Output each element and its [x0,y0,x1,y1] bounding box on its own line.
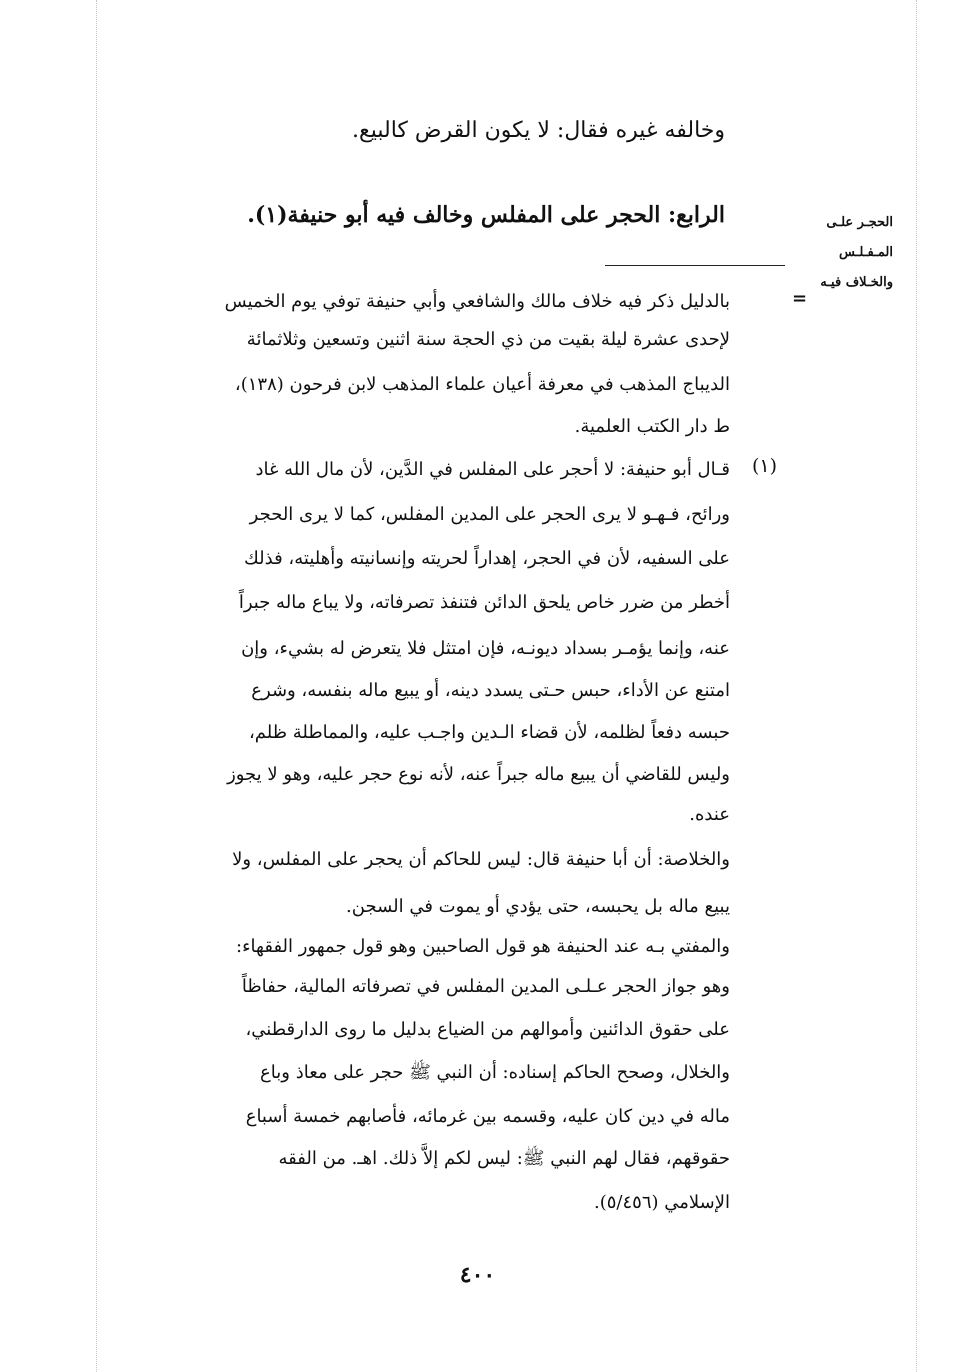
footnote-line: ماله في دين كان عليه، وقسمه بين غرمائه، فأصابهم خمسة أسباع [245,1106,730,1127]
footnote-line: والخلاصة: أن أبا حنيفة قال: ليس للحاكم أن يحجر على المفلس، ولا [232,849,730,870]
footnote-number: (١) [752,455,778,477]
continuation-mark: = [792,288,808,309]
footnote-line: حبسه دفعاً لظلمه، لأن قضاء الـدين واجـب عليه، والمماطلة ظلم، [248,722,730,743]
footnote-line: عنه، وإنما يؤمـر بسداد ديونـه، فإن امتثل فلا يتعرض له بشيء، وإن [241,638,730,659]
footnote-line: ط دار الكتب العلمية. [574,416,730,437]
footnote-line: حقوقهم، فقال لهم النبي ﷺ: ليس لكم إلاَّ ذلك. اهـ. من الفقه [278,1148,730,1169]
section-heading: الرابع: الحجر على المفلس وخالف فيه أبو حنيفة(١). [247,202,725,228]
scan-guide-right [916,0,917,1372]
footnote-line: والخلال، وصحح الحاكم إسناده: أن النبي ﷺ حجر على معاذ وباع [260,1062,730,1083]
footnote-line: وليس للقاضي أن يبيع ماله جبراً عنه، لأنه نوع حجر عليه، وهو لا يجوز [227,764,730,785]
footnote-line: يبيع ماله بل يحبسه، حتى يؤدي أو يموت في السجن. [346,896,730,917]
footnote-line: على السفيه، لأن في الحجر، إهداراً لحريته وإنسانيته وأهليته، فذلك [244,548,730,569]
scan-guide-left [96,0,97,1372]
main-text-line: وخالفه غيره فقال: لا يكون القرض كالبيع. [352,118,725,143]
footnote-line: أخطر من ضرر خاص يلحق الدائن فتنفذ تصرفاته، ولا يباع ماله جبراً [238,592,730,613]
footnote-line: ورائح، فـهـو لا يرى الحجر على المدين المفلس، كما لا يرى الحجر [249,504,730,525]
page-number: ٤٠٠ [459,1262,496,1288]
margin-note-line: الحجـر علـى [826,215,893,230]
footnote-line: الإسلامي (٥/٤٥٦). [594,1192,730,1213]
footnote-separator [605,265,785,266]
footnote-line: الديباج المذهب في معرفة أعيان علماء المذهب لابن فرحون (١٣٨)، [234,374,730,395]
footnote-line: عنده. [689,804,730,825]
footnote-line: والمفتي بـه عند الحنيفة هو قول الصاحبين وهو قول جمهور الفقهاء: [236,936,730,957]
footnote-line: قـال أبو حنيفة: لا أحجر على المفلس في الدَّين، لأن مال الله غاد [255,459,730,480]
footnote-line: امتنع عن الأداء، حبس حـتى يسدد دينه، أو يبيع ماله بنفسه، وشرع [251,680,730,701]
margin-note [803,208,893,298]
footnote-line: وهو جواز الحجر عـلـى المدين المفلس في تصرفاته المالية، حفاظاً [241,976,730,997]
footnote-line: بالدليل ذكر فيه خلاف مالك والشافعي وأبي حنيفة توفي يوم الخميس [224,291,730,312]
margin-note-line: والخـلاف فيـه [820,275,893,290]
footnote-line: لإحدى عشرة ليلة بقيت من ذي الحجة سنة اثنين وتسعين وثلاثمائة [246,329,730,350]
margin-note-line: المـفـلـس [839,245,893,260]
footnote-line: على حقوق الدائنين وأموالهم من الضياع بدليل ما روى الدارقطني، [245,1019,730,1040]
